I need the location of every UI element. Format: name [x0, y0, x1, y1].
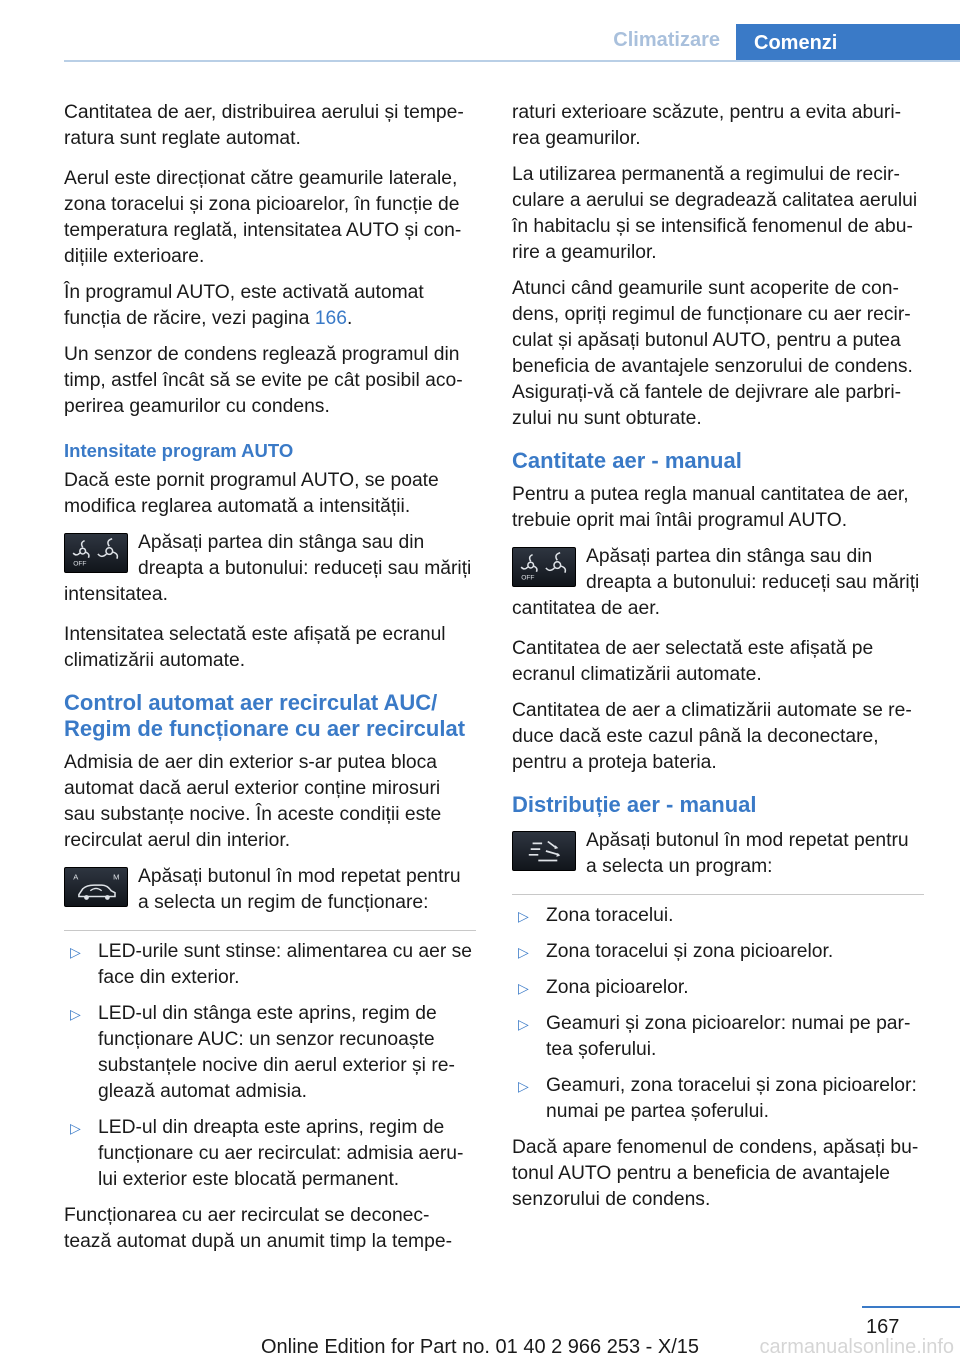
paragraph: Admisia de aer din exterior s-ar putea bloca automat dacă aerul exterior conține mirosuri sau substanțe nocive. În aceste condiții este recirculat aerul din interior. [64, 752, 442, 851]
air-recirculation-button-icon [64, 867, 128, 907]
header-section-title: Climatizare [613, 29, 720, 51]
list-item: ▷ Zona toracelui și zona picioarelor. [512, 939, 924, 965]
paragraph: Intensitatea selectată este afișată pe ecranul climatizării automate. [64, 624, 446, 671]
paragraph: În programul AUTO, este activată automat funcția de răcire, vezi pagina 166. [64, 282, 424, 329]
left-column [64, 100, 476, 1265]
paragraph: Cantitatea de aer selectată este afișată pe ecranul climatizării automate. [512, 638, 874, 685]
paragraph: Apăsați partea din stânga sau din dreapta a butonului: reduceți sau măriți intensitatea. [64, 532, 472, 605]
paragraph: Apăsați partea din stânga sau din dreapta a butonului: reduceți sau măriți cantitatea de aer. [512, 546, 920, 619]
paragraph: Funcționarea cu aer recirculat se deconec‐tează automat după un anumit timp la tempe‐ [64, 1205, 452, 1252]
paragraph: Aerul este direcționat către geamurile laterale, zona toracelui și zona picioarelor, în funcție de temperatura reglată, intensitatea AUTO și con‐dițiile exterioare. [64, 168, 462, 267]
air-distribution-button-icon [512, 831, 576, 871]
subheading-auto-intensity: Intensitate program AUTO [64, 440, 294, 461]
instruction-with-button [512, 828, 924, 880]
page-number: 167 [866, 1316, 900, 1338]
section-heading-air-distribution: Distribuție aer - manual [512, 792, 757, 817]
list-item: ▷ Zona picioarelor. [512, 975, 924, 1001]
triangle-bullet-icon: ▷ [518, 908, 529, 924]
watermark: carmanualsonline.info [759, 1336, 954, 1358]
fan-off-button-icon [512, 547, 576, 587]
triangle-bullet-icon: ▷ [70, 944, 81, 960]
triangle-bullet-icon: ▷ [70, 1120, 81, 1136]
mode-list [64, 930, 476, 1193]
footer-rule [862, 1306, 960, 1308]
triangle-bullet-icon: ▷ [518, 1016, 529, 1032]
list-item: ▷ Geamuri și zona picioarelor: numai pe par‐tea șoferului. [518, 1013, 911, 1060]
list-item: ▷ Geamuri, zona toracelui și zona picioarelor: numai pe partea șoferului. [518, 1075, 917, 1122]
paragraph: Dacă este pornit programul AUTO, se poate modifica reglarea automată a intensității. [64, 470, 439, 517]
paragraph: Cantitatea de aer, distribuirea aerului și tempe‐ratura sunt reglate automat. [64, 102, 464, 149]
triangle-bullet-icon: ▷ [518, 944, 529, 960]
header-chapter-tab: Comenzi [736, 24, 960, 62]
paragraph: Pentru a putea regla manual cantitatea de aer, trebuie oprit mai întâi programul AUTO. [512, 484, 909, 531]
triangle-bullet-icon: ▷ [70, 1006, 81, 1022]
paragraph: La utilizarea permanentă a regimului de recir‐culare a aerului se degradează calitatea aerului în habitaclu și se intensifică fenomenul de abu‐rire a geamurilor. [512, 164, 918, 263]
svg-text:A: A [73, 872, 79, 882]
paragraph: raturi exterioare scăzute, pentru a evita aburi‐rea geamurilor. [512, 102, 902, 149]
fan-off-button-icon [64, 533, 128, 573]
list-item: ▷ LED-ul din dreapta este aprins, regim de funcționare cu aer recirculat: admisia aeru‐lui exterior este blocată permanent. [70, 1117, 464, 1190]
paragraph: Apăsați butonul în mod repetat pentru a selecta un program: [586, 830, 909, 877]
paragraph: Apăsați butonul în mod repetat pentru a selecta un regim de funcționare: [138, 866, 461, 913]
svg-text:OFF: OFF [521, 574, 535, 582]
paragraph: Cantitatea de aer a climatizării automate se re‐duce dacă este cazul până la deconectare, pentru a proteja bateria. [512, 700, 912, 773]
paragraph: Un senzor de condens reglează programul din timp, astfel încât să se evite pe cât posibil aco‐perirea geamurilor cu condens. [64, 344, 463, 417]
header-rule [64, 60, 960, 62]
svg-text:OFF: OFF [73, 560, 87, 568]
list-item: ▷ Zona toracelui. [512, 903, 924, 929]
triangle-bullet-icon: ▷ [518, 980, 529, 996]
section-heading-air-quantity: Cantitate aer - manual [512, 448, 742, 473]
list-item: ▷ LED-urile sunt stinse: alimentarea cu aer se face din exterior. [70, 941, 473, 988]
paragraph: Dacă apare fenomenul de condens, apăsați bu‐tonul AUTO pentru a beneficia de avantajele senzorului de condens. [512, 1137, 919, 1210]
instruction-with-button [512, 544, 924, 622]
right-column [512, 100, 924, 1223]
page-link[interactable]: 166 [314, 308, 347, 329]
triangle-bullet-icon: ▷ [518, 1078, 529, 1094]
edition-note: Online Edition for Part no. 01 40 2 966 253 - X/15 [260, 1336, 700, 1358]
instruction-with-button [64, 530, 476, 608]
program-list [512, 894, 924, 1125]
paragraph: Atunci când geamurile sunt acoperite de con‐dens, opriți regimul de funcționare cu aer recir‐culat și apăsați butonul AUTO, pentru a putea beneficia de avantajele senzorului de condens. Asigurați-vă că fantele de dejivrare ale parbri‐zului nu sunt obturate. [512, 278, 913, 429]
svg-text:M: M [113, 872, 120, 882]
section-heading-auc: Control automat aer recirculat AUC/ Regim de funcționare cu aer recirculat [64, 690, 466, 741]
instruction-with-button [64, 864, 476, 916]
list-item: ▷ LED-ul din stânga este aprins, regim de funcționare AUC: un senzor recunoaște substanțele nocive din aerul exterior și re‐glează automat admisia. [70, 1003, 455, 1102]
